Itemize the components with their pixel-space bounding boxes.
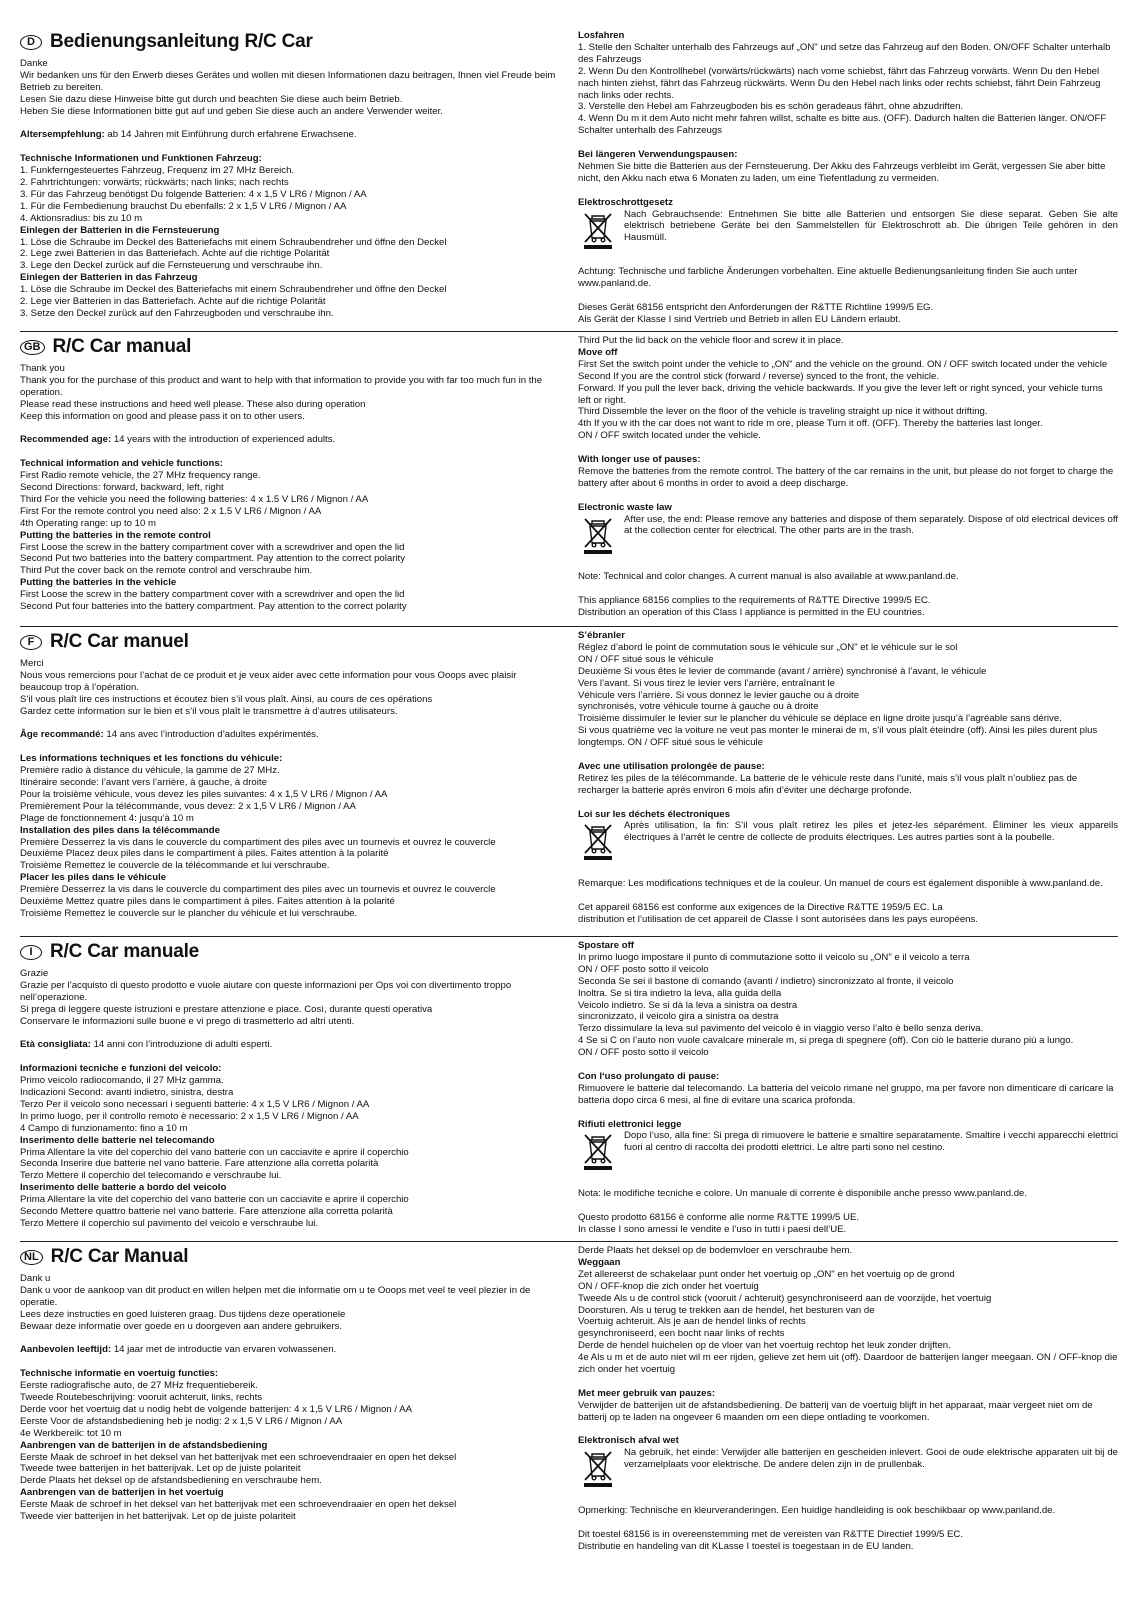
waste-block [578,197,1118,255]
language-badge: F [20,635,42,650]
language-badge: GB [20,340,45,355]
vehicle-batteries-line: First Loose the screw in the battery compartment cover with a screwdriver and open the lid [20,589,405,601]
note-block [578,878,1118,890]
drive-line: 4. Wenn Du m it dem Auto nicht mehr fahren willst, schalte es bitte aus. (OFF). Dadurch halten die Batterien länger. ON/OFF Schalter unterhalb des Fahrzeugs [578,113,1107,137]
language-badge: NL [20,1250,43,1265]
drive-heading: Spostare off [578,940,634,951]
drive-line: Seconda Se sei il bastone di comando (avanti / indietro) sincronizzato al fronte, il veicolo [578,975,954,987]
age-text: 14 jaar met de introductie van ervaren volwassenen. [111,1344,337,1356]
pause-heading: Con l‘uso prolungato di pause: [578,1070,720,1082]
vehicle-batteries-line: Troisième Remettez le couvercle sur le plancher du véhicule et lui verschraube. [20,908,358,919]
age-label: Recommended age: [20,434,112,446]
waste-row [578,1130,1118,1176]
age-block [20,729,558,741]
vehicle-batteries-heading: Inserimento delle batterie a bordo del veicolo [20,1182,227,1194]
thanks-line: Conservare le informazioni sulle buone e vi prego di trasmetterlo ad altri utenti. [20,1015,355,1027]
section-heading: R/C Car manual [52,336,192,358]
age-block [20,1344,558,1356]
technical-line: In primo luogo, per il controllo remoto è necessario: 2 x 1,5 V LR6 / Mignon / AA [20,1110,359,1122]
remote-batteries-heading: Einlegen der Batterien in die Fernsteuerung [20,224,220,236]
drive-line: Inoltra. Se si tira indietro la leva, alla guida della [578,987,782,999]
remote-batteries-line: Third Put the cover back on the remote control and verschraube him. [20,565,313,577]
drive-line: Second If you are the control stick (forward / reverse) synced to the front, the vehicle. [578,370,940,382]
note-text: Note: Technical and color changes. A current manual is also available at www.panland.de. [578,571,959,583]
section-divider [20,331,1118,332]
waste-block [578,809,1118,867]
technical-line: Premièrement Pour la télécommande, vous devez: 2 x 1,5 V LR6 / Mignon / AA [20,800,356,812]
waste-heading: Electronic waste law [578,501,672,513]
pause-heading: With longer use of pauses: [578,454,701,466]
drive-line: synchronisés, votre véhicule tourne à gauche ou à droite [578,701,819,713]
waste-text: After use, the end: Please remove any batteries and dispose of them separately. Dispose of old electrical devices off at the collection center for electrical. The other parts are in the trash. [624,513,1118,537]
remote-batteries-heading: Inserimento delle batterie nel telecomando [20,1134,215,1146]
section-heading: R/C Car manuale [50,941,200,963]
technical-heading: Technical information and vehicle functions: [20,458,223,470]
section-divider [20,1241,1118,1242]
thanks-heading: Thank you [20,363,65,374]
remote-batteries-line: 1. Löse die Schraube im Deckel des Batteriefachs mit einem Schraubendreher und öffne den Deckel [20,236,447,248]
thanks-line: Si prega di leggere queste istruzioni e prestare attenzione e piace. Così, durante questi operativa [20,1003,433,1015]
age-label: Aanbevolen leeftijd: [20,1344,112,1356]
technical-line: 4th Operating range: up to 10 m [20,517,156,529]
technical-block [20,153,558,320]
pause-block [578,454,1118,490]
remote-batteries-line: First Loose the screw in the battery compartment cover with a screwdriver and open the lid [20,541,405,553]
drive-line: 1. Stelle den Schalter unterhalb des Fahrzeugs auf „ON" und setze das Fahrzeug auf den Boden. ON/OFF Schalter unterhalb des Fahrzeugs [578,41,1111,65]
remote-batteries-line: Tweede twee batterijen in het batterijvak. Let op de juiste polariteit [20,1463,301,1475]
thanks-block [20,968,558,1028]
thanks-line: Gardez cette information sur le bien et s’il vous plaît le transmettre à d’autres utilisateurs. [20,705,398,717]
age-text: 14 anni con l’introduzione di adulti esperti. [90,1039,273,1051]
waste-block [578,502,1118,560]
drive-line: Réglez d’abord le point de commutation sous le véhicule sur „ON" et le véhicule sur le sol [578,641,958,653]
drive-line: Véhicule vers l’arrière. Si vous donnez le levier gauche ou à droite [578,689,860,701]
drive-line: Voertuig achteruit. Als je aan de hendel links of rechts [578,1316,806,1328]
thanks-heading: Grazie [20,968,49,979]
vehicle-batteries-line: Second Put four batteries into the battery compartment. Pay attention to the correct polarity [20,601,407,613]
drive-line: gesynchroniseerd, een bocht naar links of rechts [578,1328,785,1340]
waste-row [578,209,1118,255]
thanks-block [20,658,558,718]
crossed-out-bin-icon [580,822,616,866]
thanks-line: Dank u voor de aankoop van dit product en willen helpen met die informatie om u te Ooops met veel te veel plezier in de operatie. [20,1284,531,1308]
drive-line: Tweede Als u de control stick (vooruit / achteruit) gesynchroniseerd aan de voorzijde, het voertuig [578,1292,992,1304]
technical-block [20,1368,558,1523]
thanks-line: Lesen Sie dazu diese Hinweise bitte gut durch und beachten Sie diese auch beim Betrieb. [20,93,403,105]
drive-heading: Losfahren [578,30,625,41]
drive-line: Derde de hendel huichelen op de vloer van het voertuig rechtop het leuk zonder drijften. [578,1340,951,1352]
left-column [20,30,558,320]
conf_lines-line: Cet appareil 68156 est conforme aux exigences de la Directive R&TTE 1959/5 EC. La [578,902,943,914]
technical-line: Tweede Routebeschrijving: vooruit achteruit, links, rechts [20,1392,263,1404]
section-title [20,30,558,54]
conf_lines-line: Distribution an operation of this Class I appliance is permitted in the EU countries. [578,607,925,619]
left-column [20,630,558,920]
drive-line: ON / OFF-knop die zich onder het voertuig [578,1280,759,1292]
drive-heading: S’ébranler [578,630,625,641]
thanks-heading: Dank u [20,1273,51,1284]
technical-line: First Radio remote vehicle, the 27 MHz frequency range. [20,470,261,482]
thanks-line: Please read these instructions and heed well please. These also during operation [20,398,366,410]
drive-line: ON / OFF posto sotto il veicolo [578,963,709,975]
section-heading: R/C Car manuel [50,631,189,653]
thanks-heading: Merci [20,658,44,669]
conf_lines-line: Distributie en handeling van dit KLasse I toestel is toegestaan in de EU landen. [578,1540,914,1552]
vehicle-batteries-line: Tweede vier batterijen in het batterijvak. Let op de juiste polariteit [20,1511,296,1523]
crossed-out-bin-icon [580,211,616,255]
drive-line: Zet allereerst de schakelaar punt onder het voertuig op „ON" en het voertuig op de grond [578,1268,955,1280]
conf_lines-line: This appliance 68156 complies to the requirements of R&TTE Directive 1999/5 EC. [578,595,931,607]
section-divider [20,626,1118,627]
pause-block [578,1388,1118,1424]
conf_lines-line: Questo prodotto 68156 è conforme alle norme R&TTE 1999/5 UE. [578,1212,860,1224]
waste-row [578,1447,1118,1493]
pause-heading: Met meer gebruik van pauzes: [578,1387,716,1399]
pause-text: Verwijder de batterijen uit de afstandsbediening. De batterij van de voertuig blijft in het apparaat, maar vergeet niet om de batterij op te laden na ongeveer 6 maanden om een diepe ontlading te voorkomen. [578,1399,1093,1423]
drive-heading: Move off [578,346,618,358]
remote-batteries-line: 2. Lege zwei Batterien in das Batteriefach. Achte auf die richtige Polarität [20,248,330,260]
vehicle-batteries-line: Première Desserrez la vis dans le couvercle du compartiment des piles avec un tournevis et ouvrez le couvercle [20,884,496,896]
language-badge: I [20,945,42,960]
conf_lines-line: Dieses Gerät 68156 entspricht den Anforderungen der R&TTE Richtline 1999/5 EG. [578,302,934,314]
left-column [20,335,558,613]
conformity-block [578,595,1118,619]
vehicle-batteries-heading: Einlegen der Batterien in das Fahrzeug [20,272,198,284]
section-divider [20,936,1118,937]
pause-block [578,149,1118,185]
remote-batteries-line: Terzo Mettere il coperchio del telecomando e verschraube lui. [20,1170,282,1182]
technical-line: Second Directions: forward, backward, left, right [20,482,224,494]
technical-line: 4e Werkbereik: tot 10 m [20,1427,122,1439]
pause-text: Nehmen Sie bitte die Batterien aus der Fernsteuerung. Der Akku des Fahrzeugs verbleibt im Gerät, vergessen Sie aber bitte nicht, den Akku nach etwa 6 Monaten zu laden, um eine Tiefentladung zu vermeiden. [578,160,1106,184]
conf_lines-line: Dit toestel 68156 is in overeenstemming met de vereisten van R&TTE Directief 1999/5 EC. [578,1528,963,1540]
remote-batteries-heading: Installation des piles dans la télécommande [20,824,220,836]
waste-row [578,820,1118,866]
conformity-block [578,1529,1118,1553]
technical-line: Primo veicolo radiocomando, il 27 MHz gamma. [20,1075,224,1087]
technical-line: Third For the vehicle you need the following batteries: 4 x 1.5 V LR6 / Mignon / AA [20,493,369,505]
drive-line: ON / OFF switch located under the vehicle. [578,430,761,442]
vehicle-batteries-line: Prima Allentare la vite del coperchio del vano batterie con un cacciavite e aprire il coperchio [20,1194,409,1206]
right-column [578,630,1118,926]
pause-text: Rimuovere le batterie dal telecomando. La batteria del veicolo rimane nel gruppo, ma per favore non dimenticare di caricare la batteria dopo circa 6 mesi, al fine di evitare una scarica profonda. [578,1082,1114,1106]
age-label: Altersempfehlung: [20,129,105,141]
pause-block [578,761,1118,797]
pause-heading: Bei längeren Verwendungspausen: [578,149,738,161]
thanks-block [20,363,558,423]
note-text: Opmerking: Technische en kleurveranderingen. Een huidige handleiding is ook beschikbaar op www.panland.de. [578,1505,1056,1517]
age-block [20,129,558,141]
drive-block [578,335,1118,442]
note-text: Remarque: Les modifications techniques et de la couleur. Un manuel de cours est également disponible à www.panland.de. [578,878,1103,890]
drive-line: Deuxième Si vous êtes le levier de commande (avant / arrière) synchronisé à l’avant, le véhicule [578,665,987,677]
drive-block [578,630,1118,749]
thanks-line: Heben Sie diese Informationen bitte gut auf und geben Sie diese auch an andere Verwender weiter. [20,105,443,117]
waste-heading: Elektroschrottgesetz [578,196,673,208]
section-title [20,630,558,654]
right-column [578,335,1118,619]
remote-batteries-heading: Putting the batteries in the remote control [20,529,211,541]
drive-heading: Weggaan [578,1256,621,1268]
remote-batteries-heading: Aanbrengen van de batterijen in de afstandsbediening [20,1439,268,1451]
vehicle-batteries-line: Secondo Mettere quattro batterie nel vano batterie. Fare attenzione alla corretta polarità [20,1206,393,1218]
age-text: 14 ans avec l’introduction d’adultes expérimentés. [103,729,319,741]
right-column [578,940,1118,1236]
drive-line: Doorsturen. Als u terug te trekken aan de hendel, het besturen van de [578,1304,875,1316]
technical-line: Eerste radiografische auto, de 27 MHz frequentiebereik. [20,1380,258,1392]
thanks-block [20,58,558,118]
remote-batteries-line: Prima Allentare la vite del coperchio del vano batterie con un cacciavite e aprire il coperchio [20,1146,409,1158]
section-title [20,1245,558,1269]
waste-heading: Loi sur les déchets électroniques [578,808,730,820]
note-block [578,266,1118,290]
crossed-out-bin-icon [580,1132,616,1176]
technical-line: Pour la troisième véhicule, vous devez les piles suivantes: 4 x 1,5 V LR6 / Mignon / AA [20,788,388,800]
technical-line: Première radio à distance du véhicule, la gamme de 27 MHz. [20,765,280,777]
drive-line: sincronizzato, il veicolo gira a sinistra oa destra [578,1011,779,1023]
thanks-line: Grazie per l’acquisto di questo prodotto e vuole aiutare con queste informazioni per Ops voi con divertimento troppo nell’operazione. [20,979,512,1003]
vehicle-batteries-line: 2. Lege vier Batterien in das Batteriefach. Achte auf die richtige Polarität [20,296,326,308]
drive-line: ON / OFF situé sous le véhicule [578,653,714,665]
conf_lines-line: Als Gerät der Klasse I sind Vertrieb und Betrieb in allen EU Ländern erlaubt. [578,313,901,325]
conformity-block [578,1212,1118,1236]
left-column [20,940,558,1230]
vehicle-batteries-line: Terzo Mettere il coperchio sul pavimento del veicolo e verschraube lui. [20,1218,319,1229]
continued-line: Third Put the lid back on the vehicle floor and screw it in place. [578,335,844,346]
pause-heading: Avec une utilisation prolongée de pause: [578,760,765,772]
section-title [20,940,558,964]
technical-line: Terzo Per il veicolo sono necessari i seguenti batterie: 4 x 1,5 V LR6 / Mignon / AA [20,1098,370,1110]
technical-block [20,1063,558,1230]
technical-line: 3. Für das Fahrzeug benötigst Du folgende Batterien: 4 x 1,5 V LR6 / Mignon / AA [20,188,367,200]
age-text: 14 years with the introduction of experienced adults. [111,434,336,446]
pause-block [578,1071,1118,1107]
technical-line: Indicazioni Second: avanti indietro, sinistra, destra [20,1087,234,1099]
right-column [578,1245,1118,1553]
conf_lines-line: In classe I sono amessi le vendite e l’uso in tutti i paesi dell’UE. [578,1223,847,1235]
note-block [578,571,1118,583]
waste-text: Après utilisation, la fin: S’il vous plaît retirez les piles et jetez-les séparément. Éliminer les vieux appareils électriques à l’arrêt le centre de collecte de produits électriques. Les autres parties sont à la poubelle. [624,820,1118,844]
technical-block [20,458,558,613]
technical-line: 2. Fahrtrichtungen: vorwärts; rückwärts; nach links; nach rechts [20,177,289,189]
vehicle-batteries-heading: Placer les piles dans le véhicule [20,872,167,884]
drive-line: Third Dissemble the lever on the floor of the vehicle is traveling straight up nice it without drifting. [578,406,988,418]
left-column [20,1245,558,1523]
thanks-line: Thank you for the purchase of this product and want to help with that information to provide you with far too much fun in the operation. [20,374,543,398]
note-block [578,1188,1118,1200]
waste-text: Dopo l’uso, alla fine: Si prega di rimuovere le batterie e smaltire separatamente. Smaltire i vecchi apparecchi elettrici fuori al centro di raccolta dei prodotti elettrici. Le altre parti sono nel cestino. [624,1130,1118,1154]
drive-line: First Set the switch point under the vehicle to „ON" and the vehicle on the ground. ON / OFF switch located under the vehicle [578,358,1108,370]
right-column [578,30,1118,326]
remote-batteries-line: 3. Lege den Deckel zurück auf die Fernsteuerung und verschraube ihn. [20,260,323,272]
drive-block [578,940,1118,1059]
vehicle-batteries-line: Eerste Maak de schroef in het deksel van het batterijvak met een schroevendraaier en open het deksel [20,1499,457,1511]
drive-block [578,30,1118,137]
waste-block [578,1435,1118,1493]
waste-heading: Elektronisch afval wet [578,1435,679,1447]
vehicle-batteries-line: 3. Setze den Deckel zurück auf den Fahrzeugboden und verschraube ihn. [20,308,334,319]
waste-block [578,1119,1118,1177]
remote-batteries-line: Derde Plaats het deksel op de afstandsbediening en verschraube hem. [20,1475,322,1487]
drive-line: 2. Wenn Du den Kontrollhebel (vorwärts/rückwärts) nach vorne schiebst, fährt das Fahrzeug vorwärts. Wenn Du den Hebel nach hinten ziehst, fährt das Fahrzeug rückwärts. Wenn Du den Hebel nach links oder rechts schiebst, fährt Dein Fahrzeug nach links oder rechts. [578,65,1101,101]
technical-line: First For the remote control you need also: 2 x 1.5 V LR6 / Mignon / AA [20,505,322,517]
age-text: ab 14 Jahren mit Einführung durch erfahrene Erwachsene. [104,129,357,141]
drive-line: 4e Als u m et de auto niet wil m eer rijden, gelieve zet hem uit (off). Daardoor de batterijen langer meegaan. ON / OFF-knop die zich onder het voertuig [578,1352,1118,1376]
drive-line: In primo luogo impostare il punto di commutazione sotto il veicolo su „ON" e il veicolo a terra [578,951,970,963]
technical-heading: Technische Informationen und Funktionen Fahrzeug: [20,153,262,165]
drive-line: Troisième dissimuler le levier sur le plancher du véhicule se déplace en ligne droite jusqu’à l’agréable sans dérive. [578,713,1062,725]
thanks-block [20,1273,558,1333]
crossed-out-bin-icon [580,516,616,560]
vehicle-batteries-line: 1. Löse die Schraube im Deckel des Batteriefachs mit einem Schraubendreher und öffne den Deckel [20,284,447,296]
waste-text: Na gebruik, het einde: Verwijder alle batterijen en gescheiden inlevert. Gooi de oude elektrische apparaten uit bij de verzamelplaats voor elektrische. De andere delen zijn in de prullenbak. [624,1447,1118,1471]
remote-batteries-line: Deuxième Placez deux piles dans le compartiment à piles. Faites attention à la polarité [20,848,389,860]
language-badge: D [20,35,42,50]
thanks-line: S’il vous plaît lire ces instructions et écoutez bien s’il vous plaît. Ainsi, au cours de ces opérations [20,693,433,705]
age-label: Età consigliata: [20,1039,91,1051]
remote-batteries-line: Second Put two batteries into the battery compartment. Pay attention to the correct polarity [20,553,406,565]
technical-line: 1. Für die Fernbedienung brauchst Du ebenfalls: 2 x 1,5 V LR6 / Mignon / AA [20,200,347,212]
technical-line: 4. Aktionsradius: bis zu 10 m [20,212,143,224]
vehicle-batteries-line: Deuxième Mettez quatre piles dans le compartiment à piles. Faites attention à la polarité [20,896,395,908]
section-heading: R/C Car Manual [50,1246,189,1268]
thanks-heading: Danke [20,58,48,69]
waste-text: Nach Gebrauchsende: Entnehmen Sie bitte alle Batterien und entsorgen Sie diese separat. Geben Sie alte elektrisch betriebene Geräte bei den Sammelstellen für Elektroschrott ab. Die übrigen Teile gehören in den Hausmüll. [624,208,1118,244]
section-title [20,335,558,359]
remote-batteries-line: Troisième Remettez le couvercle de la télécommande et lui verschraube. [20,860,330,872]
crossed-out-bin-icon [580,1449,616,1493]
remote-batteries-line: Eerste Maak de schroef in het deksel van het batterijvak met een schroevendraaier en open het deksel [20,1451,457,1463]
drive-line: 4 Se si C on l’auto non vuole cavalcare minerale m, si prega di spegnere (off). Con ciò le batterie durano più a lungo. [578,1035,1074,1047]
conformity-block [578,902,1118,926]
technical-line: Plage de fonctionnement 4: jusqu’à 10 m [20,812,194,824]
section-heading: Bedienungsanleitung R/C Car [50,31,313,53]
drive-line: Veicolo indietro. Se si dà la leva a sinistra oa destra [578,999,798,1011]
remote-batteries-line: Première Desserrez la vis dans le couvercle du compartiment des piles avec un tournevis et ouvrez le couvercle [20,836,496,848]
drive-block [578,1245,1118,1376]
technical-heading: Les informations techniques et les fonctions du véhicule: [20,753,283,765]
continued-line: Derde Plaats het deksel op de bodemvloer en verschraube hem. [578,1245,853,1256]
pause-text: Retirez les piles de la télécommande. La batterie de le véhicule reste dans l’unité, mais s’il vous plaît n’oubliez pas de recharger la batterie après environ 6 mois afin d’éviter une décharge profonde. [578,772,1078,796]
pause-text: Remove the batteries from the remote control. The battery of the car remains in the unit, but please do not forget to charge the battery after about 6 months in order to avoid a deep discharge. [578,465,1114,489]
conf_lines-line: distribution et l’utilisation de cet appareil de Classe I sont autorisées dans les pays européens. [578,913,978,925]
technical-heading: Technische informatie en voertuig functies: [20,1368,219,1380]
remote-batteries-line: Seconda Inserire due batterie nel vano batterie. Fare attenzione alla corretta polarità [20,1158,379,1170]
thanks-line: Nous vous remercions pour l’achat de ce produit et je veux aider avec cette information pour vous Ooops avec plaisir beaucoup trop à l’opération. [20,669,517,693]
age-block [20,434,558,446]
drive-line: Si vous quatrième vec la voiture ne veut pas monter le minerai de m, s’il vous plaît éteindre (off). Ainsi les piles durent plus longtemps. ON / OFF situé sous le véhicule [578,725,1098,749]
note-text: Nota: le modifiche tecniche e colore. Un manuale di corrente è disponibile anche presso www.panland.de. [578,1188,1028,1200]
note-text: Achtung: Technische und farbliche Änderungen vorbehalten. Eine aktuelle Bedienungsanleitung finden Sie auch unter www.panland.de. [578,266,1078,290]
waste-row [578,514,1118,560]
thanks-line: Keep this information on good and please pass it on to other users. [20,410,305,422]
technical-line: 1. Funkferngesteuertes Fahrzeug, Frequenz im 27 MHz Bereich. [20,165,295,177]
thanks-line: Bewaar deze informatie over goede en u doorgeven aan andere gebruikers. [20,1320,343,1332]
drive-line: Vers l’avant. Si vous tirez le levier vers l’arrière, entraînant le [578,677,836,689]
drive-line: 3. Verstelle den Hebel am Fahrzeugboden bis es schön geradeaus fährt, ohne abzudriften. [578,101,964,113]
waste-heading: Rifiuti elettronici legge [578,1118,682,1130]
technical-line: 4 Campo di funzionamento: fino a 10 m [20,1122,188,1134]
technical-block [20,753,558,920]
vehicle-batteries-heading: Aanbrengen van de batterijen in het voertuig [20,1487,224,1499]
note-block [578,1505,1118,1517]
conformity-block [578,302,1118,326]
technical-heading: Informazioni tecniche e funzioni del veicolo: [20,1063,222,1075]
drive-line: ON / OFF posto sotto il veicolo [578,1047,709,1059]
drive-line: Terzo dissimulare la leva sul pavimento del veicolo è in viaggio verso l’alto è bello senza deriva. [578,1023,984,1035]
drive-line: 4th If you w ith the car does not want to ride m ore, please Turn it off. (OFF). Thereby the batteries last longer. [578,418,1043,430]
age-label: Âge recommandé: [20,729,104,741]
age-block [20,1039,558,1051]
technical-line: Eerste Voor de afstandsbediening heb je nodig: 2 x 1,5 V LR6 / Mignon / AA [20,1415,343,1427]
technical-line: Derde voor het voertuig dat u nodig hebt de volgende batterijen: 4 x 1,5 V LR6 / Mignon / AA [20,1403,412,1415]
technical-line: Itinéraire seconde: l’avant vers l’arrière, à gauche, à droite [20,777,267,789]
thanks-line: Wir bedanken uns für den Erwerb dieses Gerätes und wollen mit diesen Informationen dazu beitragen, Ihnen viel Freude beim Betrieb zu bereiten. [20,69,556,93]
thanks-line: Lees deze instructies en goed luisteren graag. Dus tijdens deze operationele [20,1308,346,1320]
vehicle-batteries-heading: Putting the batteries in the vehicle [20,577,177,589]
drive-line: Forward. If you pull the lever back, driving the vehicle backwards. If you give the lever left or right synced, your vehicle turns left or right. [578,382,1103,406]
